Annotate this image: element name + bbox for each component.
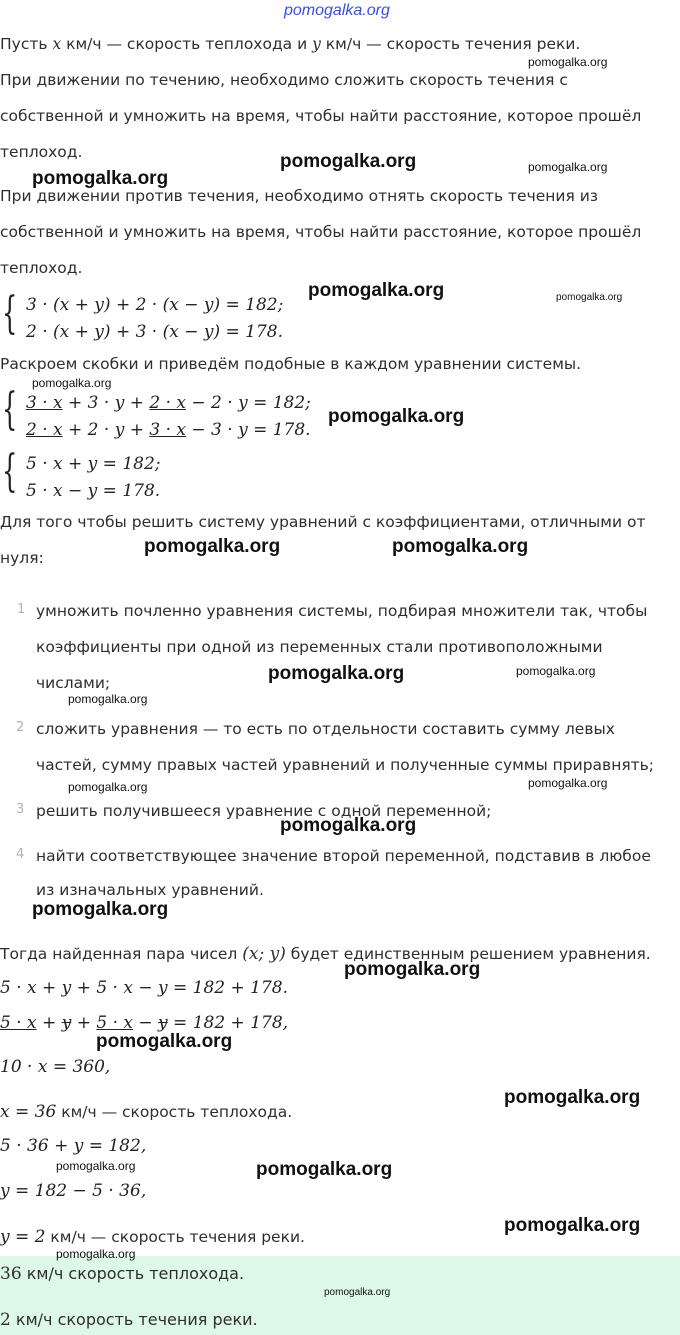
watermark: pomogalka.org <box>32 376 112 390</box>
system2-brace: { <box>2 384 18 435</box>
watermark: pomogalka.org <box>32 899 169 920</box>
answer-line1 <box>0 1264 244 1284</box>
system3-brace: { <box>2 446 18 497</box>
watermark: pomogalka.org <box>68 692 148 706</box>
watermark: pomogalka.org <box>56 1159 136 1173</box>
system1-eq2: 2 · (x + y) + 3 · (x − y) = 178. <box>26 322 284 342</box>
system3-eq1: 5 · x + y = 182; <box>26 454 161 474</box>
top-watermark: pomogalka.org <box>284 2 390 19</box>
step-number: 1 <box>17 602 26 617</box>
pair-xy: (x; y) <box>242 944 286 964</box>
answer-number: 36 <box>0 1264 22 1284</box>
watermark: pomogalka.org <box>68 780 148 794</box>
expand-text: Раскроем скобки и приведём подобные в каждом уравнении системы. <box>0 355 582 373</box>
system2-eq2 <box>26 419 311 441</box>
watermark: pomogalka.org <box>308 280 445 301</box>
system1-brace: { <box>2 288 18 339</box>
var-y: y <box>312 35 321 53</box>
intro-p3-line2: собственной и умножить на время, чтобы найти расстояние, которое прошёл <box>0 223 642 241</box>
step-4-line2: из изначальных уравнений. <box>36 881 264 899</box>
solution-line5: 5 · 36 + y = 182, <box>0 1136 147 1156</box>
cancelled-term: y <box>61 1013 72 1033</box>
watermark: pomogalka.org <box>280 151 417 172</box>
step-number: 2 <box>16 720 25 735</box>
watermark: pomogalka.org <box>56 1247 136 1261</box>
answer-number: 2 <box>0 1310 11 1330</box>
watermark: pomogalka.org <box>328 406 465 427</box>
math-fragment: + 2 · y + <box>62 420 150 440</box>
watermark: pomogalka.org <box>392 536 529 557</box>
var-x: x <box>52 35 62 53</box>
intro-p3-line1: При движении против течения, необходимо отнять скорость течения из <box>0 187 599 205</box>
step-1-line1: умножить почленно уравнения системы, подбирая множители так, чтобы <box>36 602 648 620</box>
math-fragment: + <box>71 1013 97 1033</box>
math-fragment: = 182 + 178, <box>167 1013 289 1033</box>
watermark: pomogalka.org <box>32 168 169 189</box>
step-2-line1: сложить уравнения — то есть по отдельности составить сумму левых <box>36 720 615 738</box>
watermark: pomogalka.org <box>528 160 608 174</box>
underlined-term: 5 · x <box>0 1013 37 1033</box>
text-fragment: км/ч — скорость течения реки. <box>45 1228 305 1246</box>
watermark: pomogalka.org <box>324 1287 391 1298</box>
math-fragment: − 3 · y = 178. <box>186 420 311 440</box>
math-fragment: + 3 · y + <box>62 393 150 413</box>
solution-line3: 10 · x = 360, <box>0 1057 111 1077</box>
answer-line2 <box>0 1310 258 1330</box>
step-number: 4 <box>16 847 25 862</box>
watermark: pomogalka.org <box>528 55 608 69</box>
solution-line7 <box>0 1226 305 1248</box>
text-fragment: км/ч — скорость теплохода. <box>56 1103 293 1121</box>
watermark: pomogalka.org <box>344 959 481 980</box>
method-intro-line2: нуля: <box>0 549 44 567</box>
text-fragment: км/ч — скорость теплохода и <box>61 35 313 53</box>
answer-text: км/ч скорость теплохода. <box>21 1264 245 1283</box>
system3-eq2: 5 · x − y = 178. <box>26 481 161 501</box>
step-1-line2: коэффициенты при одной из переменных стали противоположными <box>36 638 603 656</box>
intro-p2-line1: При движении по течению, необходимо сложить скорость течения с <box>0 71 568 89</box>
math-fragment: + <box>36 1013 62 1033</box>
conclusion <box>0 944 651 964</box>
intro-p2-line3: теплоход. <box>0 143 83 161</box>
watermark: pomogalka.org <box>516 664 596 678</box>
underlined-term: 2 · x <box>149 393 186 413</box>
system2-eq1 <box>26 392 311 414</box>
watermark: pomogalka.org <box>256 1159 393 1180</box>
solution-line4 <box>0 1101 292 1123</box>
text-fragment: км/ч — скорость течения реки. <box>320 35 581 53</box>
intro-p3-line3: теплоход. <box>0 259 83 277</box>
method-intro-line1: Для того чтобы решить систему уравнений с коэффициентами, отличными от <box>0 513 646 531</box>
intro-paragraph-1 <box>0 34 580 54</box>
answer-text: км/ч скорость течения реки. <box>10 1310 258 1329</box>
underlined-term: 3 · x <box>26 393 63 413</box>
math-fragment: − <box>132 1013 159 1033</box>
system1-eq1: 3 · (x + y) + 2 · (x − y) = 182; <box>26 295 284 315</box>
watermark: pomogalka.org <box>504 1087 641 1108</box>
watermark: pomogalka.org <box>268 663 405 684</box>
intro-p2-line2: собственной и умножить на время, чтобы найти расстояние, которое прошёл <box>0 107 642 125</box>
underlined-term: 2 · x <box>26 420 63 440</box>
underlined-term: 5 · x <box>96 1013 133 1033</box>
step-4-line1: найти соответствующее значение второй переменной, подставив в любое <box>36 847 651 865</box>
step-2-line2: частей, сумму правых частей уравнений и полученные суммы приравнять; <box>36 756 655 774</box>
step-3-line1: решить получившееся уравнение с одной переменной; <box>36 802 492 820</box>
step-number: 3 <box>16 802 25 817</box>
math-fragment: x = 36 <box>0 1102 57 1122</box>
math-fragment: y = 2 <box>0 1227 46 1247</box>
watermark: pomogalka.org <box>96 1031 233 1052</box>
math-fragment: − 2 · y = 182; <box>186 393 311 413</box>
solution-line1: 5 · x + y + 5 · x − y = 182 + 178. <box>0 978 288 998</box>
watermark: pomogalka.org <box>528 776 608 790</box>
cancelled-term: y <box>158 1013 168 1033</box>
text-fragment: Пусть <box>0 35 53 53</box>
step-1-line3: числами; <box>36 674 111 692</box>
watermark: pomogalka.org <box>280 815 417 836</box>
watermark: pomogalka.org <box>556 292 623 303</box>
text-fragment: Тогда найденная пара чисел <box>0 945 243 963</box>
watermark: pomogalka.org <box>504 1215 641 1236</box>
underlined-term: 3 · x <box>149 420 186 440</box>
text-fragment: будет единственным решением уравнения. <box>285 945 651 963</box>
solution-line6: y = 182 − 5 · 36, <box>0 1181 147 1201</box>
watermark: pomogalka.org <box>144 536 281 557</box>
